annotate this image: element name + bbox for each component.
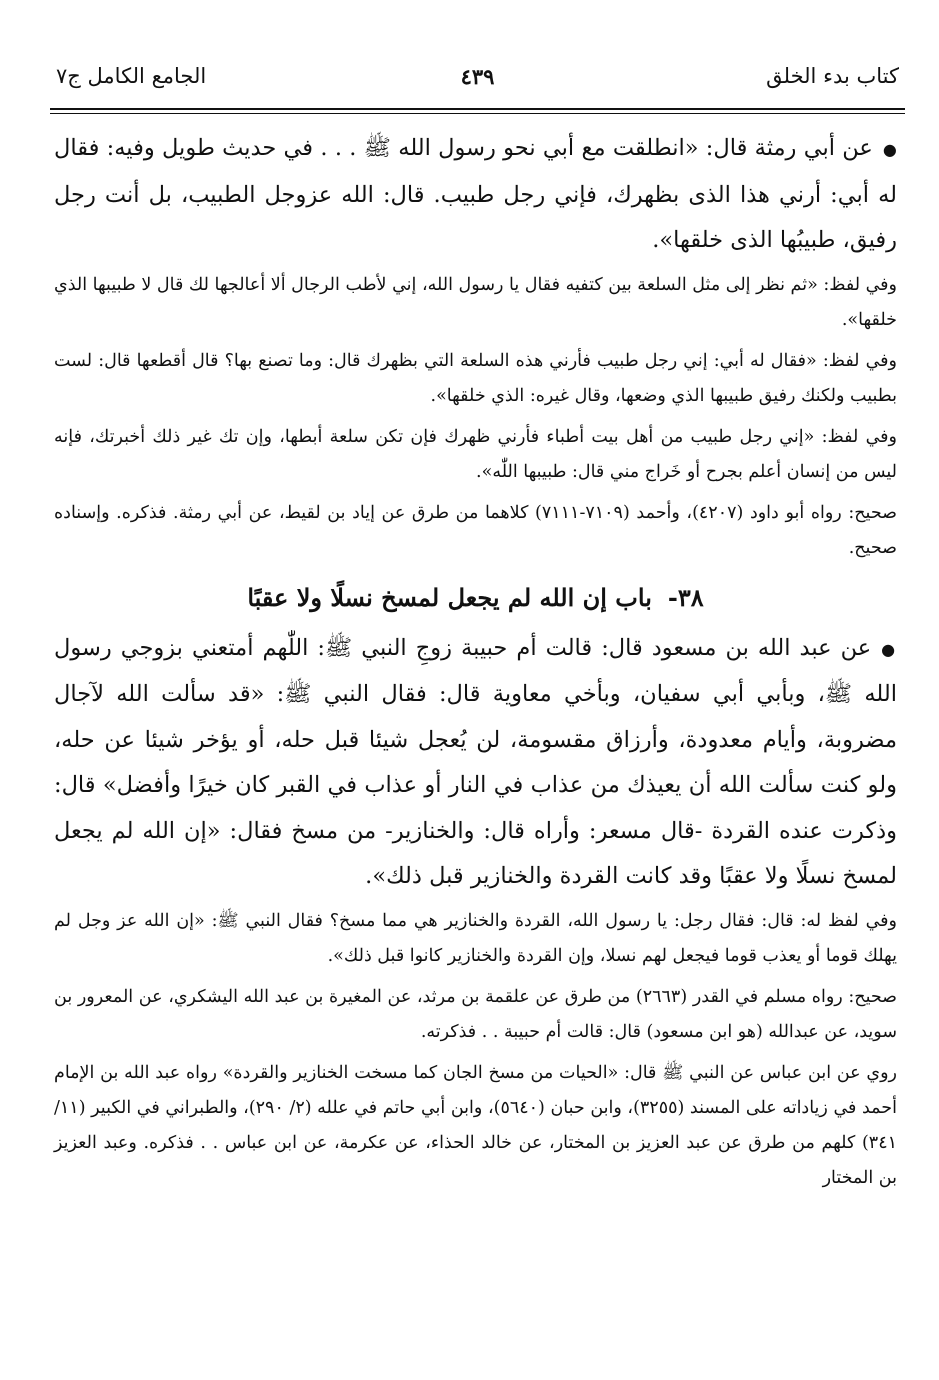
hadith-paragraph [54, 626, 897, 900]
bullet-icon: ● [882, 140, 897, 159]
page-header [56, 64, 899, 100]
page-number: ٤٣٩ [460, 64, 495, 89]
chapter-title: باب إن الله لم يجعل لمسخ نسلًا ولا عقبًا [247, 582, 652, 612]
variant-paragraph: وفي لفظ: «إني رجل طبيب من أهل بيت أطباء فأرني ظهرك فإن تكن سلعة أبطها، وإن تك غير ذلك أخبرتك، فإنه ليس من إنسان أعلم بجرح أو خَراج مني قال: طبيبها اللّٰه». [54, 426, 897, 482]
grading-paragraph: صحيح: رواه مسلم في القدر (٢٦٦٣) من طرق عن علقمة بن مرثد، عن المغيرة بن عبد الله اليشكري، عن المعرور بن سويد، عن عبدالله (هو ابن مسعود) قال: قالت أم حبيبة . . فذكرته. [54, 986, 898, 1042]
hadith-paragraph [54, 126, 897, 264]
narration-paragraph: روي عن ابن عباس عن النبي ﷺ قال: «الحيات من مسخ الجان كما مسخت الخنازير والقردة» رواه عبد الله بن الإمام أحمد في زياداته على المسند (٣٢٥٥)، وابن حبان (٥٦٤٠)، وابن أبي حاتم في علله (٢/ ٢٩٠)، والطبراني في الكبير (١١/ ٣٤١) كلهم من طرق عن عبد العزيز بن المختار، عن خالد الحذاء، عن عكرمة، عن ابن عباس . . فذكره. وعبد العزيز بن المختار [54, 1062, 897, 1188]
variant-paragraph: وفي لفظ: «فقال له أبي: إني رجل طبيب فأرني هذه السلعة التي بظهرك قال: وما تصنع بها؟ قال أقطعها قال: لست بطبيب ولكنك رفيق طبيبها الذي وضعها، وقال غيره: الذي خلقها». [54, 350, 897, 406]
variant-paragraph: وفي لفظ: «ثم نظر إلى مثل السلعة بين كتفيه فقال يا رسول الله، إني لأطب الرجال ألا أعالجها لك قال لا طبيبها الذي خلقها». [54, 274, 897, 330]
grading-paragraph: صحيح: رواه أبو داود (٤٢٠٧)، وأحمد (٧١٠٩-٧١١١) كلاهما من طرق عن إياد بن لقيط، عن أبي رمثة. فذكره. وإسناده صحيح. [54, 502, 897, 558]
page-body [54, 126, 897, 1202]
bullet-icon: ● [881, 639, 897, 659]
header-rule-thin [50, 113, 905, 114]
book-title: كتاب بدء الخلق [766, 64, 899, 88]
header-rule-thick [50, 108, 905, 110]
variant-paragraph: وفي لفظ له: قال: فقال رجل: يا رسول الله، القردة والخنازير هي مما مسخ؟ فقال النبي ﷺ: «إن الله عز وجل لم يهلك قوما أو يعذب قوما فيجعل لهم نسلا، وإن القردة والخنازير كانوا قبل ذلك». [54, 910, 897, 966]
hadith-text: عن أبي رمثة قال: «انطلقت مع أبي نحو رسول الله ﷺ . . . في حديث طويل وفيه: فقال له أبي: أرني هذا الذى بظهرك، فإني رجل طبيب. قال: الله عزوجل الطبيب، بل أنت رجل رفيق، طبيبُها الذى خلقها». [54, 135, 897, 253]
collection-title: الجامع الكامل ج٧ [56, 64, 207, 88]
hadith-text: عن عبد الله بن مسعود قال: قالت أم حبيبة زوجِ النبي ﷺ: اللّٰهم أمتعني بزوجي رسول الله ﷺ، وبأبي أبي سفيان، وبأخي معاوية قال: فقال النبي ﷺ: «قد سألت الله لآجال مضروبة، وأيام معدودة، وأرزاق مقسومة، لن يُعجل شيئا قبل حله، أو يؤخر شيئا عن حله، ولو كنت سألت الله أن يعيذك من عذاب في النار أو عذاب في القبر كان خيرًا وأفضل» قال: وذكرت عنده القردة -قال مسعر: وأراه قال: والخنازير- من مسخ فقال: «إن الله لم يجعل لمسخ نسلًا ولا عقبًا وقد كانت القردة والخنازير قبل ذلك». [54, 634, 897, 889]
chapter-number: ٣٨- [667, 582, 704, 612]
chapter-heading [54, 572, 897, 624]
